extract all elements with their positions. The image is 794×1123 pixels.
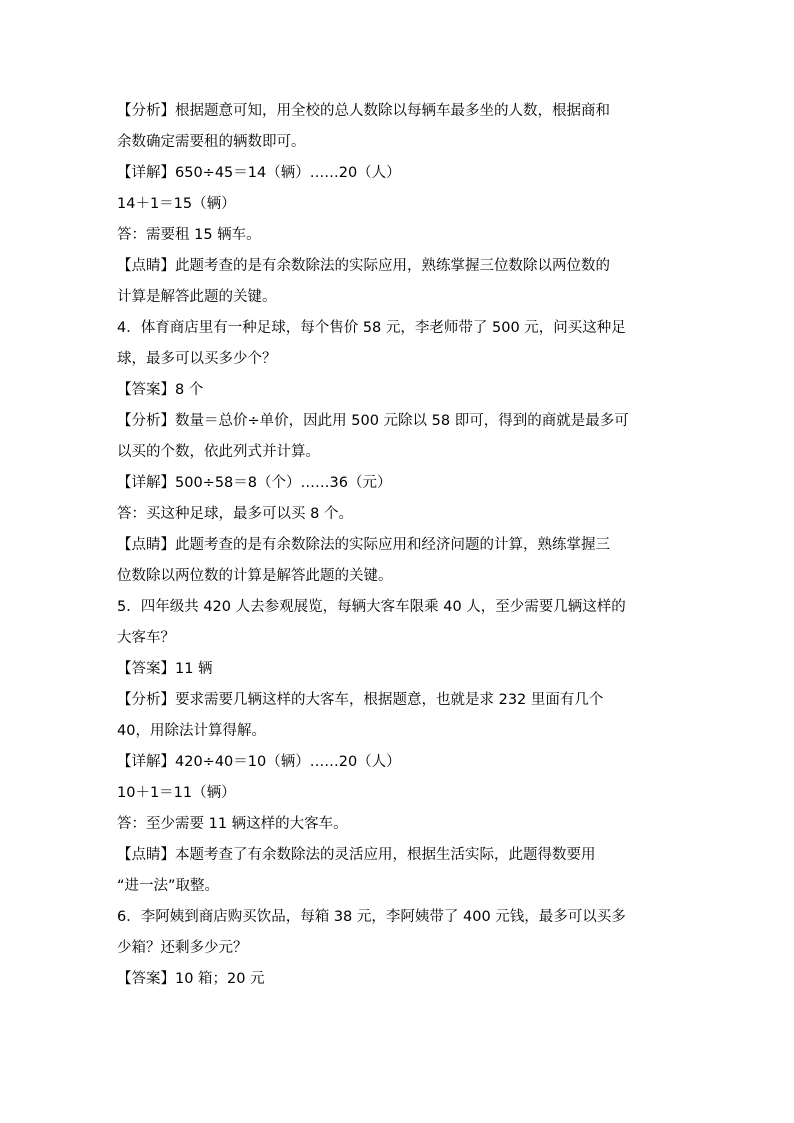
answer-line: 【答案】8 个 <box>117 382 204 398</box>
comment-line: 位数除以两位数的计算是解答此题的关键。 <box>117 568 393 584</box>
answer-line: 【答案】10 箱；20 元 <box>117 971 265 987</box>
comment-line: 【点睛】本题考查了有余数除法的灵活应用，根据生活实际，此题得数要用 <box>117 847 596 863</box>
question-line: 少箱？还剩多少元？ <box>117 940 248 956</box>
detail-line: 【详解】500÷58＝8（个）……36（元） <box>117 475 392 491</box>
reply-line: 答：需要租 15 辆车。 <box>117 227 261 243</box>
question-line: 4．体育商店里有一种足球，每个售价 58 元，李老师带了 500 元，问买这种足 <box>117 320 626 336</box>
comment-line: 【点睛】此题考查的是有余数除法的实际应用，熟练掌握三位数除以两位数的 <box>117 258 610 274</box>
analysis-line: 【分析】根据题意可知，用全校的总人数除以每辆车最多坐的人数，根据商和 <box>117 103 610 119</box>
comment-line: 计算是解答此题的关键。 <box>117 289 277 305</box>
question-line: 球，最多可以买多少个？ <box>117 351 277 367</box>
calculation-line: 10＋1＝11（辆） <box>117 785 236 801</box>
analysis-line: 【分析】数量＝总价÷单价，因此用 500 元除以 58 即可，得到的商就是最多可 <box>117 413 629 429</box>
question-line: 5．四年级共 420 人去参观展览，每辆大客车限乘 40 人，至少需要几辆这样的 <box>117 599 626 615</box>
reply-line: 答：至少需要 11 辆这样的大客车。 <box>117 816 348 832</box>
comment-line: 【点睛】此题考查的是有余数除法的实际应用和经济问题的计算，熟练掌握三 <box>117 537 610 553</box>
detail-line: 【详解】420÷40＝10（辆）……20（人） <box>117 754 401 770</box>
analysis-line: 40，用除法计算得解。 <box>117 723 266 739</box>
comment-line: “进一法”取整。 <box>117 878 220 894</box>
detail-line: 【详解】650÷45＝14（辆）……20（人） <box>117 165 401 181</box>
analysis-line: 【分析】要求需要几辆这样的大客车，根据题意，也就是求 232 里面有几个 <box>117 692 604 708</box>
question-line: 大客车？ <box>117 630 175 646</box>
calculation-line: 14＋1＝15（辆） <box>117 196 236 212</box>
question-line: 6．李阿姨到商店购买饮品，每箱 38 元，李阿姨带了 400 元钱，最多可以买多 <box>117 909 626 925</box>
answer-line: 【答案】11 辆 <box>117 661 213 677</box>
analysis-line: 以买的个数，依此列式并计算。 <box>117 444 320 460</box>
analysis-line: 余数确定需要租的辆数即可。 <box>117 134 306 150</box>
reply-line: 答：买这种足球，最多可以买 8 个。 <box>117 506 353 522</box>
document-page <box>117 96 677 995</box>
